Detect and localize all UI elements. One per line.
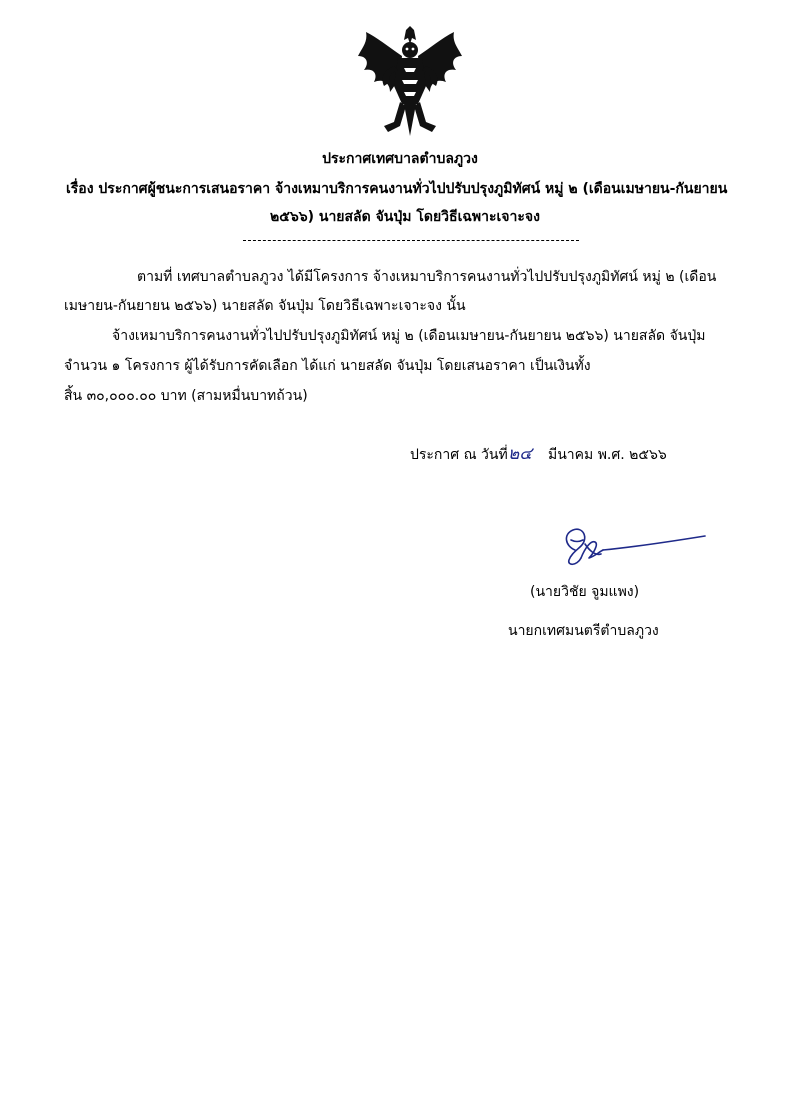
date-day-handwritten: ๒๔ (508, 444, 533, 464)
announcement-title: ประกาศเทศบาลตำบลภูวง (322, 151, 478, 167)
garuda-emblem-icon (354, 26, 466, 138)
body-paragraph-2-line-1: จ้างเหมาบริการคนงานทั่วไปปรับปรุงภูมิทัศน์ หมู่ ๒ (เดือนเมษายน-กันยายน ๒๕๖๖) นายสลัด จันปุ่ม (112, 328, 706, 344)
body-paragraph-2-line-2: จำนวน ๑ โครงการ ผู้ได้รับการคัดเลือก ได้แก่ นายสลัด จันปุ่ม โดยเสนอราคา เป็นเงินทั้ง (64, 358, 591, 374)
date-month-year: มีนาคม พ.ศ. ๒๕๖๖ (548, 447, 667, 463)
handwritten-signature-icon (555, 520, 715, 570)
subject-line-2: ๒๕๖๖) นายสลัด จันปุ่ม โดยวิธีเฉพาะเจาะจง (270, 209, 540, 225)
body-paragraph-1-line-1: ตามที่ เทศบาลตำบลภูวง ได้มีโครงการ จ้างเหมาบริการคนงานทั่วไปปรับปรุงภูมิทัศน์ หมู่ ๒ (เดือน (137, 269, 717, 285)
body-paragraph-1-line-2: เมษายน-กันยายน ๒๕๖๖) นายสลัด จันปุ่ม โดยวิธีเฉพาะเจาะจง นั้น (64, 298, 466, 314)
date-prefix: ประกาศ ณ วันที่ (410, 447, 508, 463)
section-divider (243, 240, 579, 241)
signer-name: (นายวิชัย จูมแพง) (530, 584, 640, 600)
signer-position: นายกเทศมนตรีตำบลภูวง (508, 623, 659, 639)
subject-line-1: เรื่อง ประกาศผู้ชนะการเสนอราคา จ้างเหมาบริการคนงานทั่วไปปรับปรุงภูมิทัศน์ หมู่ ๒ (เดือนเมษายน-กันยายน (66, 181, 728, 197)
body-paragraph-2-line-3: สิ้น ๓๐,๐๐๐.๐๐ บาท (สามหมื่นบาทถ้วน) (64, 388, 308, 404)
